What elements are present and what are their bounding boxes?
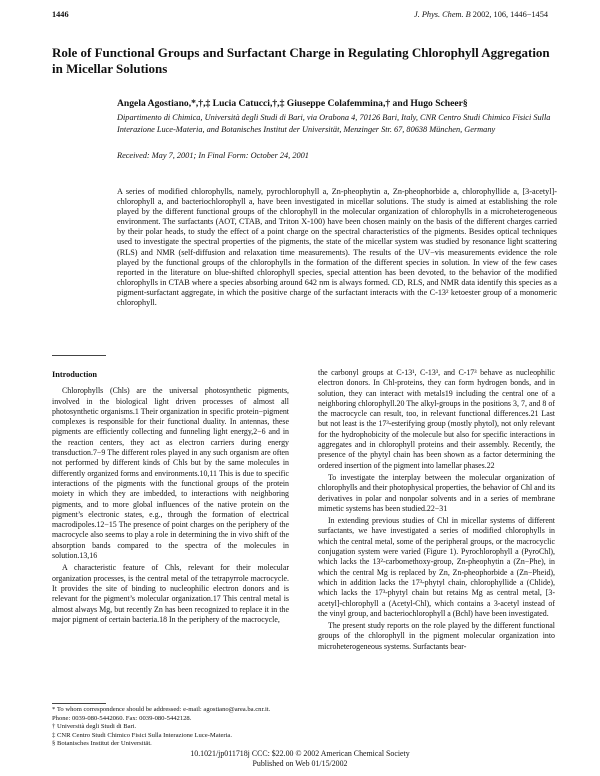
page-number: 1446 (52, 10, 69, 19)
publication-date: Published on Web 01/15/2002 (252, 759, 348, 768)
section-divider (52, 355, 106, 356)
footnotes (52, 706, 289, 749)
paragraph: The present study reports on the role played by the different functional groups of the chlorophyll in the pigment molecular organization into microheterogeneous systems. Surfactants bear- (318, 621, 555, 651)
journal-year-volume: 2002, 106, 1446−1454 (472, 10, 548, 19)
footnote-affiliation: † Università degli Studi di Bari. (52, 723, 137, 731)
doi-copyright-line: 10.1021/jp011718j CCC: $22.00 © 2002 American Chemical Society (190, 749, 410, 758)
right-column (318, 368, 555, 654)
page-footer (52, 749, 548, 769)
footnote-affiliation: § Botanisches Institut der Universität. (52, 740, 152, 748)
left-column (52, 368, 289, 627)
author-affiliations: Dipartimento di Chimica, Università degli Studi di Bari, via Orabona 4, 70126 Bari, Italy, CNR Centro Studi Chimico Fisici Sulla Interazione Luce-Materia, and Botanisches Institut der Universität, Menzinger Str. 67, 80638 München, Germany (117, 113, 551, 134)
paragraph: the carbonyl groups at C-13¹, C-13³, and C-17³ behave as nucleophilic electron donors. In Chl-proteins, they can form hydrogen bonds, and in solution, they can interact with metals19 including the central one of a neighboring chlorophyll.20 The alkyl-groups in the positions 3, 7, and 8 of the macrocycle can result, too, in relevant functional differences.21 Last but not least is the 17³-esterifying group (mostly phytol), not only relevant for the hydrophobicity of the molecule but also for specific interactions in aggregates and in chlorophyll proteins and their assembly. Recently, the presence of the phytyl chain has been shown as a factor determining the ordered insertion of the pigment into lamellar phases.22 (318, 368, 555, 470)
abstract: A series of modified chlorophylls, namely, pyrochlorophyll a, Zn-pheophytin a, Zn-pheophorbide a, chlorophyllide a, [3-acetyl]-chlorophyll a, and bacteriochlorophyll a, have been investigated in micellar solutions. The study is aimed at establishing the role played by the different functional groups of the chlorophyll in the molecular organization of chlorophylls in a microheterogeneous environment. The surfactants (AOT, CTAB, and Triton X-100) have been chosen mainly on the basis of the different charges carried by their polar heads, to study the effect of a point charge on the spectral characteristics of the pigments. Besides optical techniques used to investigate the spectral properties of the pigments, the state of the micellar system was studied by resonance light scattering (RLS) and NMR (self-diffusion and relaxation time measurements). The results of the UV−vis measurements evidence the role played by the functional groups of the chlorophylls in the formation of the different species in solution. In view of the few cases reported in the literature on blue-shifted chlorophyll species, special attention has been devoted, to the behavior of the modified chlorophylls in CTAB where a species absorbing around 642 nm is always formed. CD, RLS, and NMR data identify this species as a pigment-surfactant aggregate, in which the positive charge of the surfactant interacts with the C-13² ketoester group of a monomeric chlorophyll. (117, 187, 557, 308)
article-title: Role of Functional Groups and Surfactant Charge in Regulating Chlorophyll Aggregation in Micellar Solutions (52, 45, 550, 76)
journal-citation (414, 10, 548, 19)
running-header (52, 10, 548, 22)
footnote-divider (52, 703, 106, 704)
paragraph: Chlorophylls (Chls) are the universal photosynthetic pigments, involved in the biological light driven processes of almost all photosynthetic organisms.1 Their organization in specific protein−pigment complexes is responsible for their functional duality. In antennas, these pigments are efficiently collecting and funneling light energy,2−6 and in the reaction centers, they act as electron carriers during energy transduction.7−9 The different roles played in any such organism are often not performed by different kinds of Chls but by the same molecules in differently organized forms and environments.10,11 This is due to specific interactions of the pigments with the functional groups of the protein moiety in which they are imbedded, to interactions with neighboring pigments, and to more global influences of the native protein on the pigment’s electronic states, e.g., through the formation of electrical macrodipoles.12−15 The presence of point charges on the periphery of the macrocycle also seems to play a role in determining the in vivo shift of the absorption bands compared to the spectra of the molecules in solution.13,16 (52, 386, 289, 561)
journal-name: J. Phys. Chem. B (414, 10, 471, 19)
footnote-correspondence: * To whom correspondence should be addressed: e-mail: agostiano@area.ba.cnr.it. Phone: 0039-080-5442060. Fax: 0039-080-5442128. (52, 706, 271, 722)
received-dates: Received: May 7, 2001; In Final Form: October 24, 2001 (117, 151, 309, 160)
footnote-affiliation: ‡ CNR Centro Studi Chimico Fisici Sulla Interazione Luce-Materia. (52, 731, 233, 739)
paragraph: In extending previous studies of Chl in micellar systems of different surfactants, we have investigated a series of modified chlorophylls in which the central metal, some of the peripheral groups, or the macrocyclic conjugation system were varied (Figure 1). Pyrochlorophyll a (PyroChl), which lacks the 13²-carbomethoxy-group, Zn-pheophytin a (Zn−Phe), in which the central Mg is replaced by Zn, Zn-pheophorbide a (Zn−Pheid), which in addition lacks the 17³-phytyl chain, chlorophyllide a (Chlide), which lacks the 17³-phytyl chain but retains Mg as central metal, [3-acetyl]-chlorophyll a (Acetyl-Chl), which contains a 3-acetyl instead of the vinyl group, and bacteriochlorophyll a (Bchl) have been investigated. (318, 516, 555, 618)
section-heading-introduction: Introduction (52, 370, 98, 379)
paragraph: To investigate the interplay between the molecular organization of chlorophylls and their photophysical properties, the behavior of Chl and its derivatives in polar and nonpolar solvents and in a series of membrane mimetic systems has been studied.22−31 (318, 472, 555, 513)
author-list: Angela Agostiano,*,†,‡ Lucia Catucci,†,‡ Giuseppe Colafemmina,† and Hugo Scheer§ (117, 98, 468, 109)
paragraph: A characteristic feature of Chls, relevant for their molecular organization processes, is the central metal of the tetrapyrrole macrocycle. It provides the site of binding to nucleophilic electron donors and is relevant for the pigment’s molecular organization.17 This central metal is almost always Mg, but recently Zn has been recognized to replace it in the major pigment of certain bacteria.18 In the periphery of the macrocycle, (52, 563, 289, 624)
